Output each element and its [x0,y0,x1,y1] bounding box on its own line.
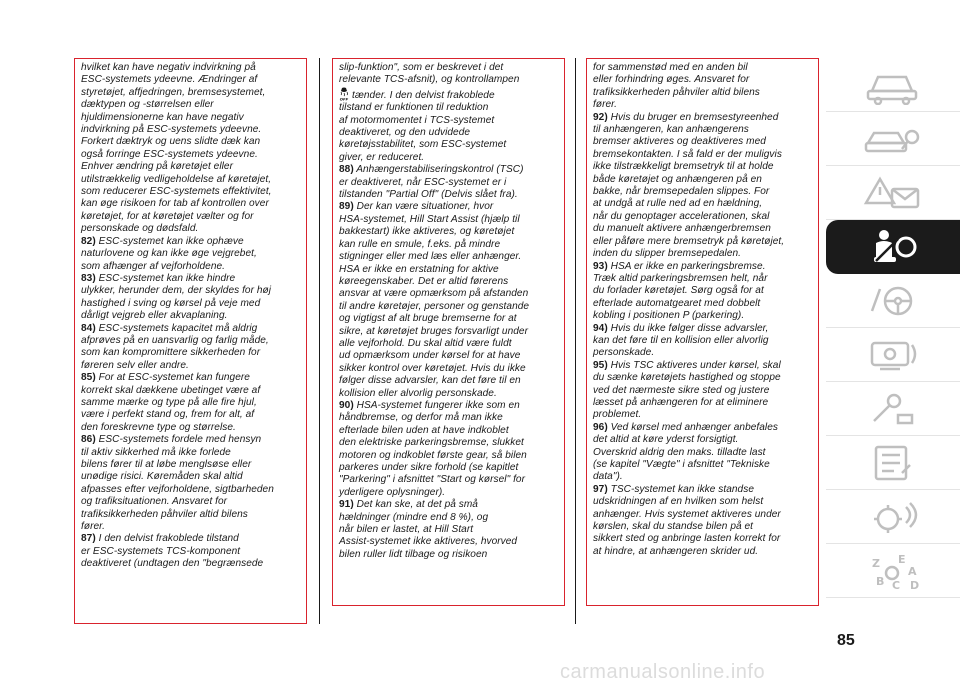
tab-technical-data[interactable] [826,490,960,544]
note-84 [81,323,300,373]
text-column-3 [586,58,819,606]
note-number: 84) [81,322,96,334]
note-text: HSA er ikke en parkeringsbremse. Træk altid parkeringsbremsen helt, når du forlader køretøjet. Sørg også for at efterlade automatgearet med dobbelt kobling i positionen P (parkering). [593,260,768,322]
note-number: 94) [593,322,608,334]
seat-belt-airbag-icon [862,227,924,267]
col1-intro: hvilket kan have negativ indvirkning på ESC-systemets ydeevne. Ændringer af styretøjet, affjedringen, bremsesystemet, dæktypen og -størrelsen eller hjuldimensionerne kan have negativ indvirkning på ESC-systemets ydeevne. Forkert dæktryk og uens slidte dæk kan også forringe ESC-systemets ydeevne. Enhver ændring på køretøjet eller utilstrækkelig vedligeholdelse af køretøjet, som reducerer ESC-systemets effektivitet, kan øge risikoen for tab af kontrollen over køretøjet, for at køretøjet vælter og for personskade og dødsfald. [81,62,272,235]
chapter-tabs [826,58,960,598]
note-83 [81,273,300,323]
note-text: ESC-systemet kan ikke hindre ulykker, herunder dem, der skyldes for høj hastighed i sving og kørsel på veje med dårligt vejgreb eller akvaplaning. [81,272,272,322]
note-85 [81,372,300,434]
note-text: Der kan være situationer, hvor HSA-systemet, Hill Start Assist (hjælp til bakkestart) ikke aktiveres, og køretøjet kan rulle en smule, f.eks. på mindre stigninger eller med læs eller anhænger. HSA er ikke en erstatning for aktive køreegenskaber. Det er altid førerens ansvar at være opmærksom på afstanden til andre køretøjer, personer og genstande og vigtigst af alt bruge bremserne for at sikre, at køretøjet bruges forsvarligt under alle vejforhold. Du skal altid være fuldt ud opmærksom under kørsel for at have sikker kontrol over køretøjet. Hvis du ikke følger disse advarsler, kan det føre til en kollision eller alvorlig personskade. [339,201,530,399]
note-number: 82) [81,235,96,247]
index-letter: A [908,564,917,578]
note-number: 89) [339,201,354,213]
text-column-2 [332,58,565,606]
note-94 [593,323,812,360]
tab-maintenance[interactable] [826,436,960,490]
note-number: 90) [339,399,354,411]
index-letter: Z [872,556,880,570]
note-number: 88) [339,164,354,176]
multimedia-icon [862,335,924,375]
note-text: ESC-systemets kapacitet må aldrig afprøves på en uansvarlig og farlig måde, som kan kompromittere sikkerheden for føreren selv eller andre. [81,322,269,371]
tab-dashboard[interactable] [826,58,960,112]
note-86 [81,434,300,533]
col3-intro: for sammenstød med en anden bil eller forhindring øges. Ansvaret for trafiksikkerheden påhviler altid bilens fører. [593,62,760,111]
note-87 [81,533,300,570]
tab-safety[interactable] [826,220,960,274]
note-number: 86) [81,434,96,446]
esc-off-warning-icon [339,87,349,101]
note-text: Hvis du bruger en bremsestyreenhed til anhængeren, kan anhængerens bremser aktiveres og deaktiveres med bremsekontakten. I så fald er der muligvis ikke tilstrækkeligt bremsetryk til at holde både køretøjet og anhængeren på en bakke, når bremsepedalen slippes. For at undgå at rulle ned ad en hældning, når du genoptager accelerationen, skal du manuelt aktivere anhængerbremsen eller påføre mere bremsetryk på køretøjet, inden du slipper bremsepedalen. [593,111,785,260]
index-letter: C [892,578,901,591]
column-divider [575,58,576,624]
technical-data-icon [862,497,924,537]
note-93 [593,261,812,323]
index-letter: B [876,574,885,588]
note-text: TSC-systemet kan ikke standse udskridningen af en hvilken som helst anhænger. Hvis systemet aktiveres under kørslen, skal du standse bilen på et sikkert sted og anbringe lasten korrekt for at hindre, at anhængeren skrider ud. [593,483,781,557]
note-text: Hvis TSC aktiveres under kørsel, skal du sænke køretøjets hastighed og stoppe ved det nærmeste sikre sted og justere læsset på anhængeren for at eliminere problemet. [593,359,781,421]
note-text: ESC-systemets fordele med hensyn til aktiv sikkerhed må ikke forlede bilens fører til at løbe menglsøse eller unødige risici. Køremåden skal altid afpasses efter vejforholdene, sigtbarheden og trafiksituationen. Ansvaret for trafiksikkerheden påhviler altid bilens fører. [81,434,274,533]
note-number: 96) [593,421,608,433]
index-letters-icon [862,551,924,591]
tab-multimedia[interactable] [826,328,960,382]
note-92 [593,112,812,261]
note-number: 91) [339,499,354,511]
page-number: 85 [837,632,855,649]
note-text: HSA-systemet fungerer ikke som en håndbremse, og derfor må man ikke efterlade bilen uden at have indkoblet den elektriske parkeringsbremse, slukket motoren og indkoblet første gear, så bilen parkeres under sikre forhold (se kapitlet "Parkering" i afsnittet "Start og kørsel" for yderligere oplysninger). [339,399,527,498]
note-97 [593,484,812,558]
note-text: Hvis du ikke følger disse advarsler, kan det føre til en kollision eller alvorlig personskade. [593,322,769,359]
note-82 [81,236,300,273]
note-number: 87) [81,533,96,545]
note-text: Ved kørsel med anhænger anbefales det altid at køre yderst forsigtigt. Overskrid aldrig den maks. tilladte last (se kapitel "Vægte" i afsnittet "Tekniske data"). [593,421,778,483]
text-column-1 [74,58,307,624]
tab-knowing-car[interactable] [826,112,960,166]
column-divider [319,58,320,624]
warning-envelope-icon [862,173,924,213]
steering-wheel-icon [862,281,924,321]
note-88 [339,164,558,201]
note-number: 92) [593,111,608,123]
note-text: For at ESC-systemet kan fungere korrekt skal dækkene ubetinget være af samme mærke og type på alle fire hjul, være i perfekt stand og, frem for alt, af den foreskrevne type og størrelse. [81,372,261,433]
note-number: 95) [593,359,608,371]
note-90 [339,400,558,499]
col2-intro-b-text: tænder. I den delvist frakoblede tilstand er funktionen til reduktion af motormomentet i TCS-systemet deaktiveret, og den udvidede køretøjsstabilitet, som ESC-systemet giver, er reduceret. [339,89,507,163]
col2-intro-b [339,87,558,164]
note-text: Anhængerstabiliseringskontrol (TSC) er deaktiveret, når ESC-systemet er i tilstanden "Partial Off" (Delvis slået fra). [339,164,524,201]
col2-intro-a: slip-funktion", som er beskrevet i det relevante TCS-afsnit), og kontrollampen [339,62,520,86]
index-letter: E [898,552,906,566]
emergency-wrench-icon [862,389,924,429]
note-text: I den delvist frakoblede tilstand er ESC-systemets TCS-komponent deaktiveret (undtagen den "begrænsede [81,533,264,570]
note-95 [593,360,812,422]
note-91 [339,499,558,561]
index-letter: D [910,578,920,591]
tab-emergency[interactable] [826,382,960,436]
note-number: 83) [81,272,96,284]
note-number: 97) [593,483,608,495]
tab-starting-driving[interactable] [826,274,960,328]
tab-warning-lights[interactable] [826,166,960,220]
note-text: ESC-systemet kan ikke ophæve naturlovene og kan ikke øge vejgrebet, som afhænger af vejforholdene. [81,235,257,272]
car-dashboard-icon [862,65,924,105]
maintenance-checklist-icon [862,443,924,483]
note-96 [593,422,812,484]
car-key-icon [862,119,924,159]
note-number: 85) [81,372,96,384]
note-text: Det kan ske, at det på små hældninger (mindre end 8 %), og når bilen er lastet, at Hill Start Assist-systemet ikke aktiveres, hvorved bilen ruller lidt tilbage og risikoen [339,499,518,560]
esc-off-label: OFF [339,96,349,101]
watermark: carmanualsonline.info [560,661,766,683]
tab-index[interactable] [826,544,960,598]
note-number: 93) [593,260,608,272]
note-89 [339,201,558,400]
